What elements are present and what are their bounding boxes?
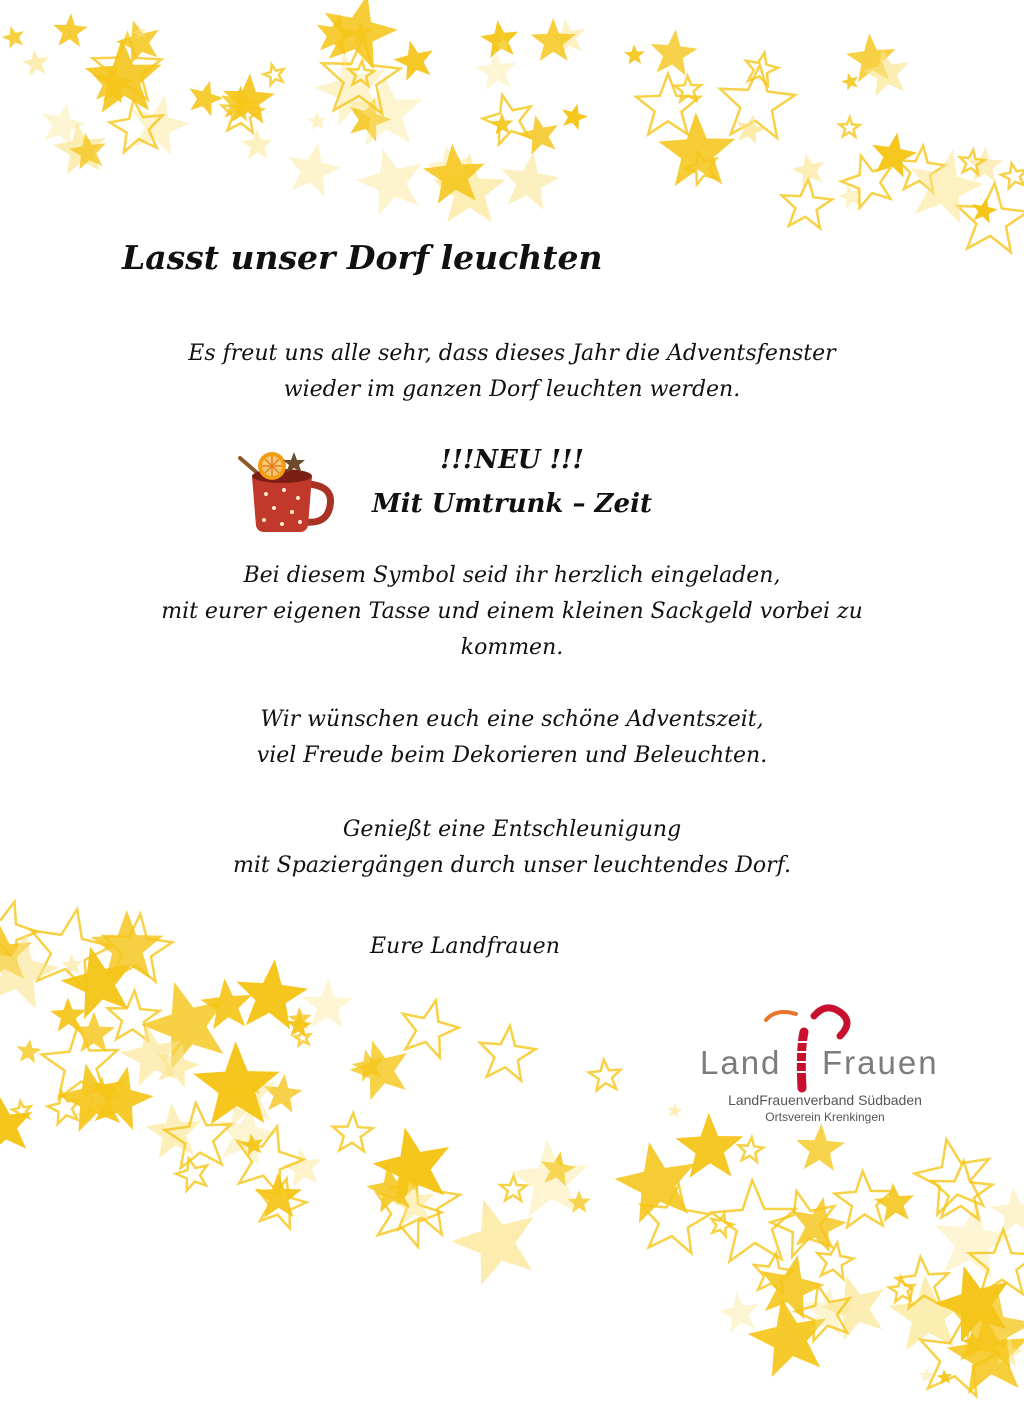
star-icon [501, 152, 559, 210]
star-icon [17, 1039, 42, 1064]
star-icon [817, 1243, 853, 1279]
wishes-line-2: viel Freude beim Dekorieren und Beleuchten. [256, 743, 768, 768]
star-icon [738, 1137, 763, 1161]
logo-word-frauen: Frauen [822, 1044, 939, 1081]
announcement-new: !!!NEU !!! [440, 445, 584, 475]
signature: Eure Landfrauen [370, 934, 560, 959]
star-icon [475, 50, 516, 90]
enjoy-line-1: Genießt eine Entschleunigung [342, 817, 682, 842]
invitation-line-1: Bei diesem Symbol seid ihr herzlich eingeladen, [243, 563, 781, 588]
star-icon [667, 1103, 682, 1118]
star-icon [22, 50, 49, 77]
star-icon [302, 979, 353, 1028]
star-icon [288, 143, 341, 197]
intro-line-1: Es freut uns alle sehr, dass dieses Jahr die Adventsfenster [188, 341, 836, 366]
star-icon [2, 26, 24, 49]
star-icon [841, 73, 858, 91]
logo-local-club: Ortsverein Krenkingen [765, 1110, 885, 1124]
enjoy-line-2: mit Spaziergängen durch unser leuchtendes Dorf. [232, 853, 792, 878]
star-icon [624, 44, 645, 64]
star-icon [393, 41, 433, 81]
star-icon [50, 997, 86, 1031]
star-icon [972, 198, 998, 224]
logo-word-land: Land [700, 1044, 782, 1081]
intro-line-2: wieder im ganzen Dorf leuchten werden. [283, 377, 741, 402]
star-icon [782, 179, 832, 228]
star-icon [403, 1001, 459, 1058]
star-icon [957, 183, 1024, 252]
star-icon [451, 1199, 534, 1285]
star-icon [719, 1293, 759, 1333]
star-icon [562, 104, 588, 131]
star-icon [333, 1113, 373, 1151]
star-icon [915, 1139, 989, 1214]
star-icon [650, 29, 697, 75]
wishes-line-1: Wir wünschen euch eine schöne Adventszeit, [260, 707, 764, 732]
star-icon [356, 148, 421, 215]
star-icon [1001, 163, 1024, 188]
star-icon [241, 129, 273, 160]
star-icon [307, 111, 326, 130]
landfrauen-logo [690, 1000, 960, 1130]
star-icon [349, 1040, 407, 1100]
star-icon [840, 117, 860, 136]
star-icon [835, 1171, 893, 1227]
star-icon [480, 20, 518, 58]
star-icon [712, 1180, 796, 1261]
star-icon [264, 65, 284, 85]
star-icon [796, 1124, 845, 1171]
star-icon [615, 1142, 695, 1223]
invitation-line-2: mit eurer eigenen Tasse und einem kleinen Sackgeld vorbei zu [161, 599, 863, 624]
star-icon [589, 1060, 621, 1091]
star-icon [73, 1012, 116, 1053]
logo-association: LandFrauenverband Südbaden [728, 1092, 922, 1108]
star-icon [61, 954, 83, 976]
star-icon [483, 95, 531, 144]
star-icon [531, 18, 576, 61]
star-icon [53, 13, 88, 47]
page-title: Lasst unser Dorf leuchten [122, 238, 603, 277]
star-icon [189, 81, 223, 117]
star-icon [480, 1026, 536, 1081]
invitation-line-3: kommen. [460, 635, 564, 660]
announcement-umtrunk: Mit Umtrunk – Zeit [372, 489, 652, 519]
star-icon [889, 1277, 914, 1302]
star-icon [0, 1095, 32, 1155]
star-icon [990, 1187, 1024, 1235]
